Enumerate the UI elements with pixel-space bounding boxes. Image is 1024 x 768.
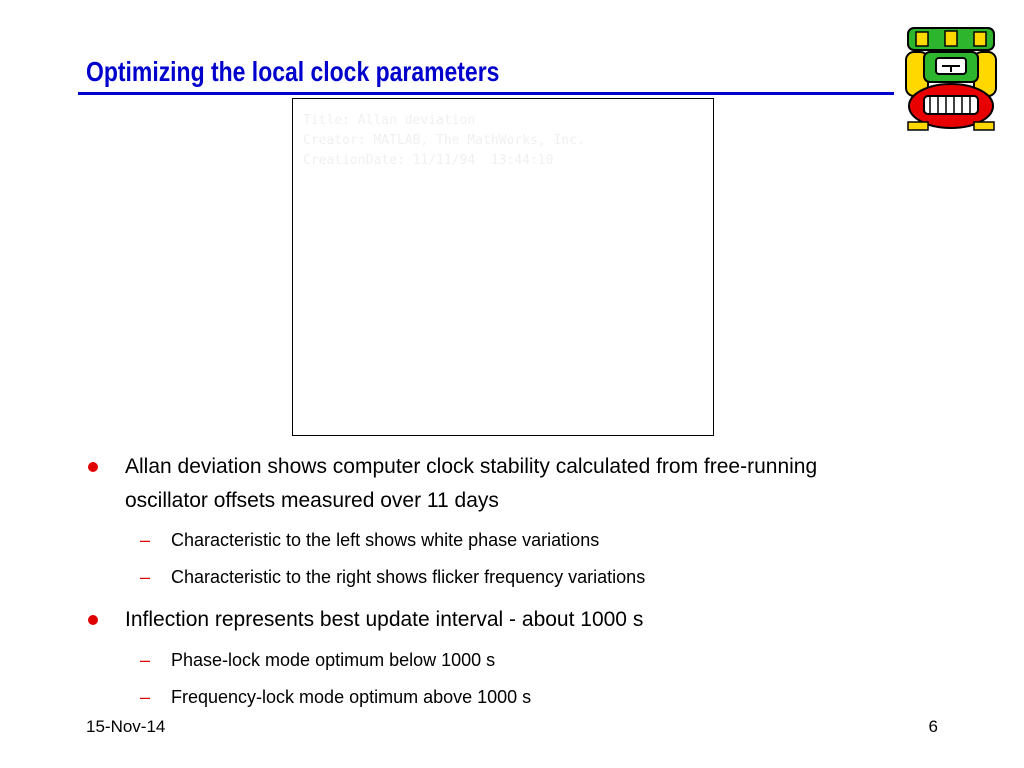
figure-line: CreationDate: 11/11/94 13:44:10 <box>303 153 554 168</box>
sub-bullet-text: Characteristic to the right shows flicker frequency variations <box>171 567 646 587</box>
title-underline <box>78 92 894 95</box>
dash-icon: – <box>140 567 151 587</box>
dash-icon: – <box>140 530 151 550</box>
figure-line: Creator: MATLAB, The MathWorks, Inc. <box>303 133 585 148</box>
figure-line: Title: Allan deviation <box>303 113 476 128</box>
allan-deviation-figure-placeholder <box>292 98 714 436</box>
footer-date: 15-Nov-14 <box>86 717 166 736</box>
sub-bullet-text: Frequency-lock mode optimum above 1000 s <box>171 687 532 707</box>
sub-bullet-text: Characteristic to the left shows white phase variations <box>171 530 600 550</box>
bullet-dot-icon <box>88 462 98 472</box>
dash-icon: – <box>140 687 151 707</box>
bullet-dot-icon <box>88 615 98 625</box>
page-number: 6 <box>928 717 938 736</box>
bullet-text: Inflection represents best update interval - about 1000 s <box>125 608 644 631</box>
mayan-glyph-logo <box>902 22 1000 134</box>
bullet-text: Allan deviation shows computer clock stability calculated from free-running oscillator offsets measured over 11 days <box>125 455 818 512</box>
dash-icon: – <box>140 650 151 670</box>
figure-metadata-text <box>303 111 585 171</box>
sub-bullet-text: Phase-lock mode optimum below 1000 s <box>171 650 496 670</box>
slide-title: Optimizing the local clock parameters <box>86 56 500 87</box>
